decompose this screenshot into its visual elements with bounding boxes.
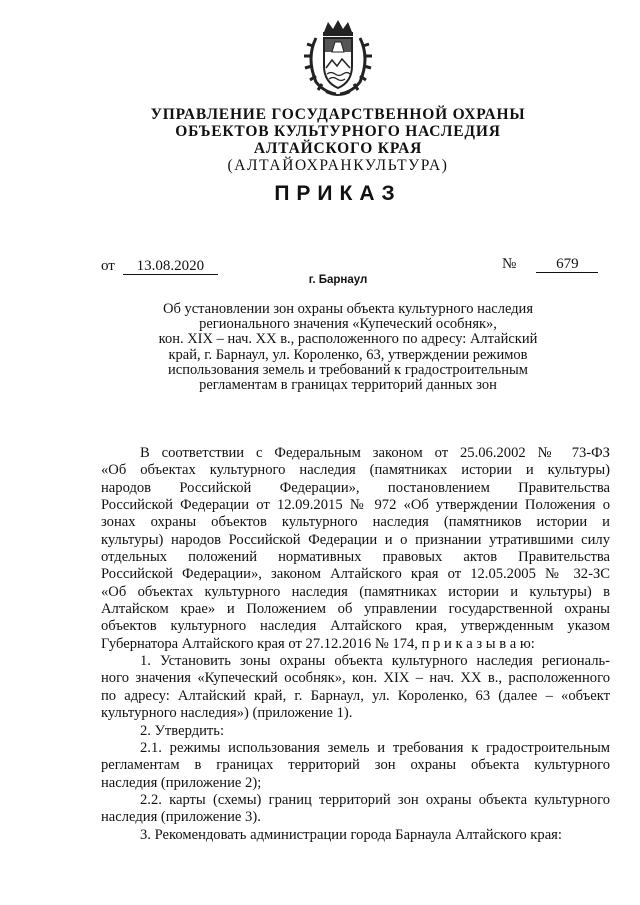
body-line: 2.1. режимы использования земель и требования к градостроительным: [140, 739, 610, 756]
body-line: 2.2. карты (схемы) границ территорий зон охраны объекта культурного: [140, 791, 610, 808]
body-line: культуры) народов Российской Федерации и о признании утратившими силу: [101, 531, 610, 548]
number-value: 679: [536, 256, 598, 273]
body-line: Российской Федерации», законом Алтайского края от 12.05.2005 № 32-ЗС: [101, 566, 610, 583]
order-subject: [138, 302, 558, 393]
agency-line: АЛТАЙСКОГО КРАЯ: [253, 140, 423, 157]
document-title: ПРИКАЗ: [274, 182, 402, 205]
body-line: «Об объектах культурного наследия (памятниках истории и культуры): [101, 462, 610, 479]
order-date: [101, 258, 218, 275]
subject-line: край, г. Барнаул, ул. Короленко, 63, утверждении режимов: [168, 346, 528, 363]
body-line: народов Российской Федерации», постановлением Правительства: [101, 479, 610, 496]
body-line: наследия (приложение 2);: [101, 774, 262, 791]
subject-line: регионального значения «Купеческий особняк»,: [199, 316, 497, 333]
coat-of-arms-icon: [302, 18, 374, 100]
body-line: регламентам в границах территорий зон охраны объекта культурного: [101, 757, 610, 774]
agency-name: [120, 106, 556, 174]
body-line: зонах охраны объектов культурного наследия (памятников истории и: [101, 514, 610, 531]
agency-abbreviation: (АЛТАЙОХРАНКУЛЬТУРА): [227, 157, 449, 174]
body-line: 2. Утвердить:: [140, 722, 225, 739]
body-line: 1. Установить зоны охраны объекта культурного наследия региональ-: [140, 653, 610, 670]
city-name: г. Барнаул: [308, 274, 368, 286]
body-line: отдельных положений нормативных правовых актов Правительства: [101, 549, 610, 566]
body-line: объектов культурного наследия Алтайского края, утвержденным указом: [101, 618, 610, 635]
body-line: Губернатора Алтайского края от 27.12.2016 № 174, п р и к а з ы в а ю:: [101, 635, 535, 652]
body-line: культурного наследия») (приложение 1).: [101, 705, 353, 722]
agency-line: УПРАВЛЕНИЕ ГОСУДАРСТВЕННОЙ ОХРАНЫ: [150, 106, 526, 123]
subject-line: кон. XIX – нач. XX в., расположенного по адресу: Алтайский: [158, 331, 538, 348]
body-line: Российской Федерации от 12.09.2015 № 972 «Об утверждении Положения о: [101, 497, 610, 514]
number-label: №: [502, 256, 517, 272]
date-value: 13.08.2020: [123, 258, 218, 275]
body-line: «Об объектах культурного наследия (памятниках истории и культуры) в: [101, 583, 610, 600]
subject-line: регламентам в границах территорий данных зон: [199, 377, 497, 394]
body-line: наследия (приложение 3).: [101, 809, 261, 826]
order-number: [502, 256, 598, 273]
body-line: В соответствии с Федеральным законом от 25.06.2002 № 73-ФЗ: [140, 445, 610, 461]
body-line: Алтайском крае» и Положением об управлении государственной охраны: [101, 601, 610, 618]
body-line: ного значения «Купеческий особняк», кон. XIX – нач. XX в., расположенного: [101, 670, 610, 687]
date-label: от: [101, 258, 115, 274]
body-line: по адресу: Алтайский край, г. Барнаул, ул. Короленко, 63 (далее – «объект: [101, 687, 610, 704]
body-line: 3. Рекомендовать администрации города Барнаула Алтайского края:: [140, 826, 562, 843]
subject-line: Об установлении зон охраны объекта культурного наследия: [163, 301, 533, 317]
order-body: [101, 445, 610, 844]
subject-line: использования земель и требований к градостроительным: [168, 361, 528, 378]
agency-line: ОБЪЕКТОВ КУЛЬТУРНОГО НАСЛЕДИЯ: [175, 123, 501, 140]
